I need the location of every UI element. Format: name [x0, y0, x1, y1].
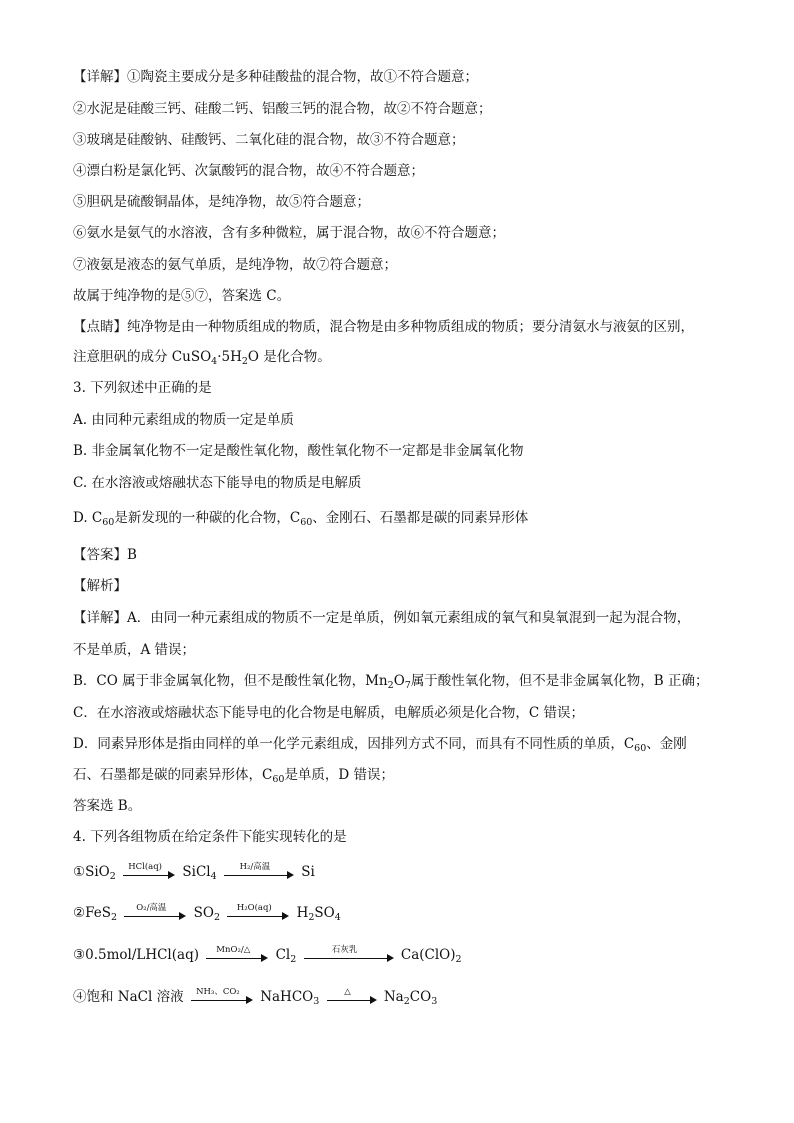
explanation-line: ④漂白粉是氯化钙、次氯酸钙的混合物，故④不符合题意； [73, 163, 424, 179]
reaction-arrow: MnO₂/△ [206, 947, 268, 965]
explanation-line: 石、石墨都是碳的同素异形体，$C_{60}$是单质，D 错误； [73, 767, 395, 785]
reaction-arrow: NH₃、CO₂ [191, 989, 253, 1007]
explanation-line: ③玻璃是硅酸钠、硅酸钙、二氧化硅的混合物，故③不符合题意； [73, 132, 465, 148]
analysis-heading: 【解析】 [73, 578, 127, 594]
tip-line: 【点睛】纯净物是由一种物质组成的物质，混合物是由多种物质组成的物质；要分清氨水与液氨的区别， [73, 319, 694, 335]
reaction-1: ①SiO$_2$ HCl(aq) SiCl$_4$ H₂/高温 Si [73, 861, 315, 882]
explanation-line: C．在水溶液或熔融状态下能导电的化合物是电解质，电解质必须是化合物，C 错误； [73, 705, 584, 721]
reaction-arrow: △ [327, 989, 377, 1007]
explanation-line: 【详解】①陶瓷主要成分是多种硅酸盐的混合物，故①不符合题意； [73, 69, 478, 85]
option-d: D. $C_{60}$是新发现的一种碳的化合物，$C_{60}$、金刚石、石墨都是碳的同素异形体 [73, 510, 529, 528]
explanation-line: 答案选 B。 [73, 798, 142, 814]
option-c: C. 在水溶液或熔融状态下能导电的物质是电解质 [73, 475, 362, 491]
explanation-line: ⑥氨水是氨气的水溶液，含有多种微粒，属于混合物，故⑥不符合题意； [73, 225, 505, 241]
option-b: B. 非金属氧化物不一定是酸性氧化物，酸性氧化物不一定都是非金属氧化物 [73, 443, 524, 459]
explanation-line: 不是单质，A 错误； [73, 642, 196, 658]
explanation-line: 【详解】A．由同一种元素组成的物质不一定是单质，例如氧元素组成的氧气和臭氧混到一起为混合物， [73, 610, 691, 626]
reaction-arrow: HCl(aq) [123, 864, 175, 882]
reaction-3: ③0.5mol/LHCl(aq) MnO₂/△ $Cl_2$ 石灰乳 $Ca(ClO)_2$ [73, 944, 462, 965]
explanation-line: ②水泥是硅酸三钙、硅酸二钙、铝酸三钙的混合物，故②不符合题意； [73, 101, 492, 117]
explanation-line: B．CO 属于非金属氧化物，但不是酸性氧化物，$Mn_2O_7$属于酸性氧化物，但不是非金属氧化物，B 正确； [73, 673, 709, 691]
explanation-line: D．同素异形体是指由同样的单一化学元素组成，因排列方式不同，而具有不同性质的单质，$C_{60}$、金刚 [73, 736, 687, 754]
option-a: A. 由同种元素组成的物质一定是单质 [73, 412, 294, 428]
explanation-line: ⑤胆矾是硫酸铜晶体，是纯净物，故⑤符合题意； [73, 194, 370, 210]
reaction-arrow: 石灰乳 [304, 947, 394, 965]
reaction-arrow: H₂/高温 [224, 864, 294, 882]
tip-line: 注意胆矾的成分 $CuSO_4\cdot 5H_2O$ 是化合物。 [73, 349, 331, 367]
question-stem: 3. 下列叙述中正确的是 [73, 380, 212, 396]
reaction-arrow: O₂/高温 [124, 905, 186, 923]
explanation-line: ⑦液氨是液态的氨气单质，是纯净物，故⑦符合题意； [73, 257, 397, 273]
question-stem: 4. 下列各组物质在给定条件下能实现转化的是 [73, 829, 347, 845]
reaction-4: ④饱和 NaCl 溶液 NH₃、CO₂ NaHCO$_3$ △ $Na_2CO_3$ [73, 986, 438, 1007]
explanation-line: 故属于纯净物的是⑤⑦，答案选 C。 [73, 288, 291, 304]
reaction-2: ②FeS$_2$ O₂/高温 $SO_2$ H₂O(aq) $H_2SO_4$ [73, 902, 341, 923]
answer-line: 【答案】B [73, 547, 137, 563]
reaction-arrow: H₂O(aq) [227, 905, 289, 923]
